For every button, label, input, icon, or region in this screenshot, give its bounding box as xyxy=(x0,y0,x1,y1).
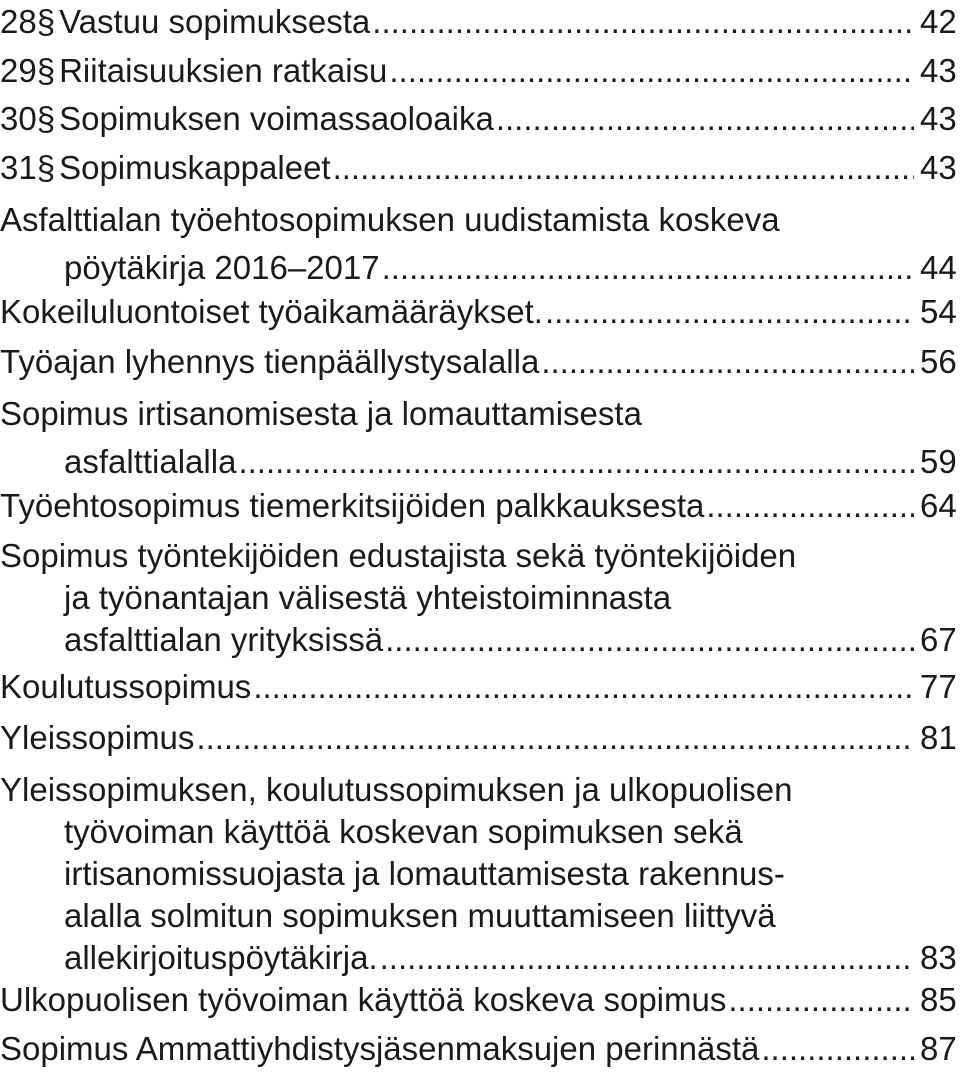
toc-entry-title: Koulutussopimus xyxy=(0,668,252,705)
toc-entry[interactable] xyxy=(0,47,956,95)
toc-entry[interactable] xyxy=(0,714,956,762)
page-number: 56 xyxy=(920,343,957,380)
toc-entry-title-continued: allekirjoituspöytäkirja. xyxy=(64,939,378,976)
toc-entry-title-continued: asfalttialalla xyxy=(64,443,237,480)
page-number: 64 xyxy=(920,487,957,524)
page-number: 54 xyxy=(920,293,957,330)
toc-entry-title: Työehtosopimus tiemerkitsijöiden palkkauksesta xyxy=(0,487,705,524)
toc-entry-title-continued: asfalttialan yrityksissä xyxy=(64,621,384,658)
toc-entry-title: Sopimus Ammattiyhdistysjäsenmaksujen perinnästä xyxy=(0,1030,760,1067)
dot-leader xyxy=(541,338,914,386)
page-number: 42 xyxy=(920,3,957,40)
toc-entry-title: Sopimus irtisanomisesta ja lomauttamisesta xyxy=(0,395,642,432)
section-sign: § xyxy=(36,149,56,186)
toc-entry-title: Yleissopimus xyxy=(0,719,195,756)
toc-entry-title: Yleissopimuksen, koulutussopimuksen ja ulkopuolisen xyxy=(0,771,793,808)
toc-entry-title-continued: irtisanomissuojasta ja lomauttamisesta rakennus- xyxy=(64,855,785,892)
dot-leader xyxy=(196,714,914,762)
page-number: 77 xyxy=(920,668,957,705)
page-number: 43 xyxy=(920,149,957,186)
toc-entry[interactable] xyxy=(0,144,956,192)
toc-entry[interactable] xyxy=(0,1025,956,1073)
dot-leader xyxy=(496,95,914,143)
toc-entry[interactable] xyxy=(0,766,956,982)
dot-leader xyxy=(706,482,914,530)
toc-entry-title-continued: työvoiman käyttöä koskevan sopimuksen sekä xyxy=(64,813,743,850)
page-number: 85 xyxy=(920,981,957,1018)
dot-leader xyxy=(761,1025,914,1073)
toc-entry[interactable] xyxy=(0,288,956,336)
section-sign: § xyxy=(36,3,56,40)
dot-leader xyxy=(382,244,914,292)
toc-entry-title-continued: ja työnantajan välisestä yhteistoiminnasta xyxy=(64,579,672,616)
section-number: 29 xyxy=(0,52,37,89)
dot-leader xyxy=(253,663,914,711)
toc-entry-title: Vastuu sopimuksesta xyxy=(59,3,371,40)
toc-entry-title: Sopimuksen voimassaoloaika xyxy=(59,100,494,137)
section-number: 30 xyxy=(0,100,37,137)
dot-leader xyxy=(333,144,914,192)
dot-leader xyxy=(728,976,914,1024)
toc-entry[interactable] xyxy=(0,532,956,664)
dot-leader xyxy=(372,0,914,46)
section-sign: § xyxy=(36,100,56,137)
toc-entry[interactable] xyxy=(0,390,956,486)
section-number: 31 xyxy=(0,149,37,186)
page-number: 43 xyxy=(920,52,957,89)
toc-entry[interactable] xyxy=(0,338,956,386)
page-number: 81 xyxy=(920,719,957,756)
toc-entry[interactable] xyxy=(0,95,956,143)
section-number: 28 xyxy=(0,3,37,40)
toc-entry-title: Sopimus työntekijöiden edustajista sekä työntekijöiden xyxy=(0,537,797,574)
dot-leader xyxy=(385,616,914,664)
toc-entry-title-continued: alalla solmitun sopimuksen muuttamiseen liittyvä xyxy=(64,897,776,934)
page-number: 44 xyxy=(920,249,957,286)
page-number: 67 xyxy=(920,621,957,658)
toc-entry-title: Ulkopuolisen työvoiman käyttöä koskeva sopimus xyxy=(0,981,727,1018)
section-sign: § xyxy=(36,52,56,89)
toc-entry-title: Asfalttialan työehtosopimuksen uudistamista koskeva xyxy=(0,201,780,238)
dot-leader xyxy=(238,438,914,486)
toc-entry[interactable] xyxy=(0,663,956,711)
page-number: 59 xyxy=(920,443,957,480)
dot-leader xyxy=(389,47,914,95)
toc-entry-title: Riitaisuuksien ratkaisu xyxy=(59,52,388,89)
toc-entry[interactable] xyxy=(0,976,956,1024)
toc-entry-title: Työajan lyhennys tienpäällystysalalla xyxy=(0,343,540,380)
page-number: 87 xyxy=(920,1030,957,1067)
toc-entry-title: Sopimuskappaleet xyxy=(59,149,331,186)
toc-entry-title: Kokeiluluontoiset työaikamääräykset. xyxy=(0,293,543,330)
toc-entry[interactable] xyxy=(0,482,956,530)
toc-entry[interactable] xyxy=(0,196,956,292)
dot-leader xyxy=(545,288,914,336)
toc-entry-title-continued: pöytäkirja 2016–2017 xyxy=(64,249,380,286)
dot-leader xyxy=(380,934,914,982)
page-number: 43 xyxy=(920,100,957,137)
page-number: 83 xyxy=(920,939,957,976)
toc-entry[interactable] xyxy=(0,0,956,46)
